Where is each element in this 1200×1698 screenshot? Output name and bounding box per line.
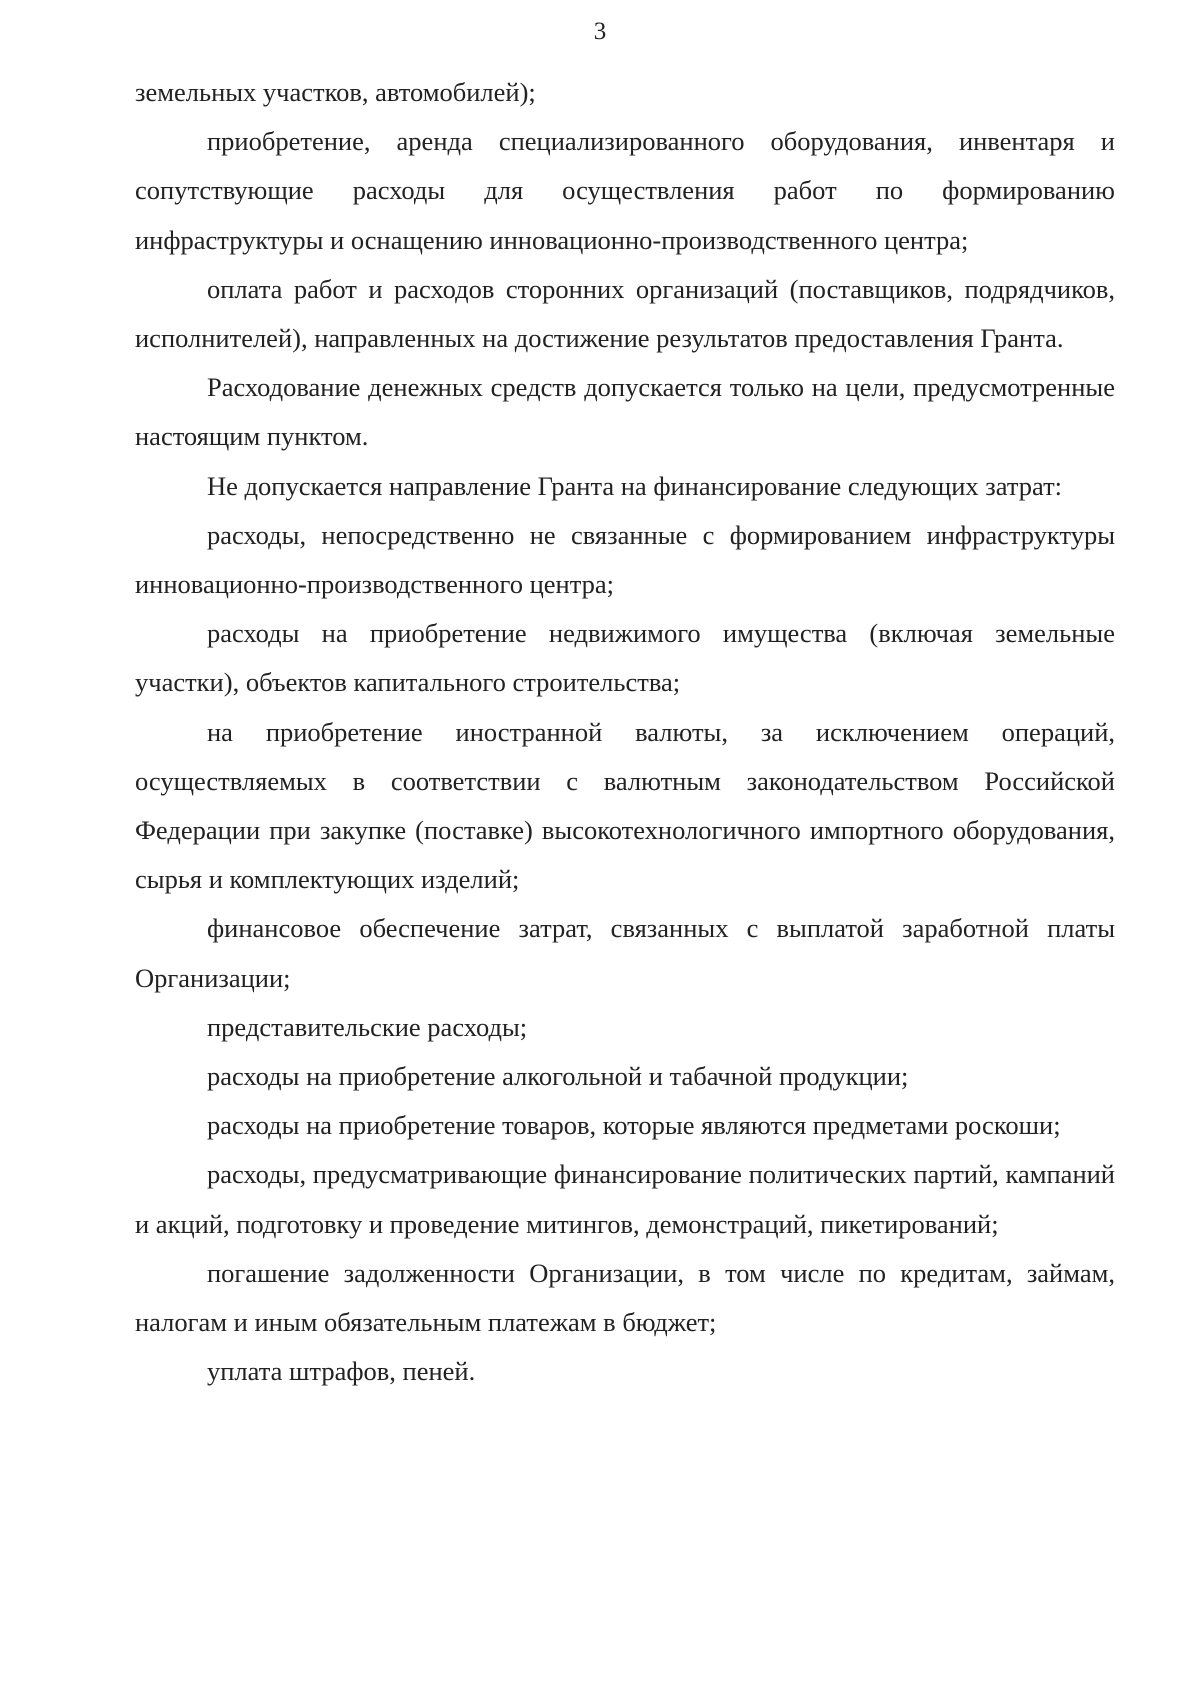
paragraph-spending-purpose: Расходование денежных средств допускается только на цели, предусмотренные настоящим пунктом. — [135, 372, 1115, 452]
document-body — [135, 68, 1115, 1396]
list-item: финансовое обеспечение затрат, связанных с выплатой заработной платы Организации; — [135, 913, 1115, 993]
list-item: расходы, непосредственно не связанные с формированием инфраструктуры инновационно-производственного центра; — [135, 519, 1115, 600]
list-item: расходы, предусматривающие финансирование политических партий, кампаний и акций, подготовку и проведение митингов, демонстраций, пикетирований; — [135, 1159, 1115, 1239]
paragraph-continuation: земельных участков, автомобилей); — [135, 77, 536, 107]
paragraph-equipment-rental: приобретение, аренда специализированного оборудования, инвентаря и сопутствующие расходы для осуществления работ по формированию инфраструктуры и оснащению инновационно-производственного центра; — [135, 126, 1115, 255]
list-item: расходы на приобретение алкогольной и табачной продукции; — [207, 1061, 909, 1092]
list-item: расходы на приобретение товаров, которые являются предметами роскоши; — [207, 1110, 1061, 1141]
paragraph-third-party-services: оплата работ и расходов сторонних организаций (поставщиков, подрядчиков, исполнителей), направленных на достижение результатов предоставления Гранта. — [135, 273, 1115, 354]
page-number: 3 — [593, 18, 607, 45]
list-item: представительские расходы; — [207, 1011, 528, 1042]
list-item: на приобретение иностранной валюты, за исключением операций, осуществляемых в соответствии с валютным законодательством Российской Федерации при закупке (поставке) высокотехнологичного импортного оборудования, сырья и комплектующих изделий; — [135, 716, 1115, 895]
list-item: уплата штрафов, пеней. — [207, 1356, 476, 1387]
list-item: погашение задолженности Организации, в том числе по кредитам, займам, налогам и иным обязательным платежам в бюджет; — [135, 1257, 1115, 1338]
list-item: расходы на приобретение недвижимого имущества (включая земельные участки), объектов капитального строительства; — [135, 618, 1115, 698]
paragraph-prohibited-intro: Не допускается направление Гранта на финансирование следующих затрат: — [207, 470, 1063, 501]
